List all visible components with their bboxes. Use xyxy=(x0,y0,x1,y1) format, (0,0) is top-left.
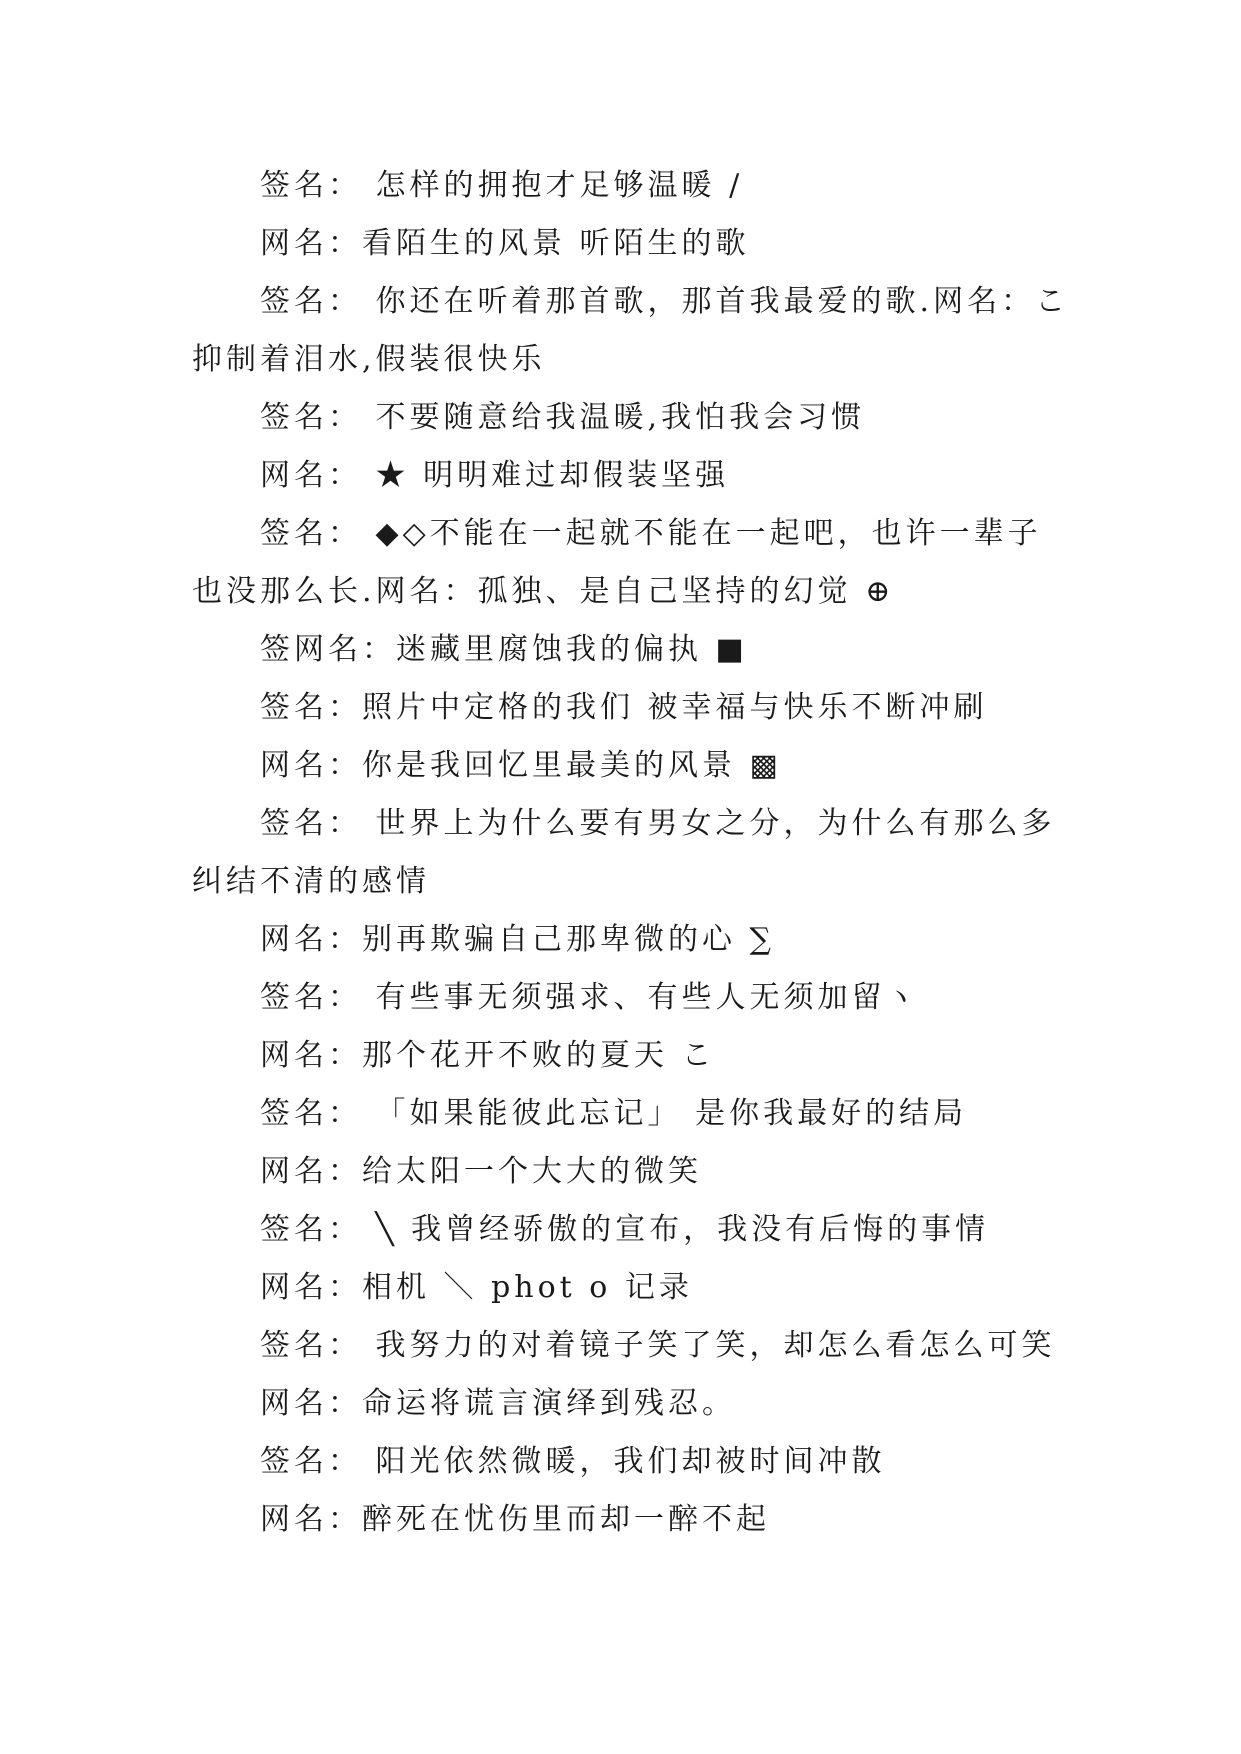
paragraph: 网名：给太阳一个大大的微笑 xyxy=(260,1154,702,1189)
paragraph: 网名：你是我回忆里最美的风景 ▩ xyxy=(260,748,782,783)
paragraph: 网名：那个花开不败的夏天 こ xyxy=(260,1038,716,1073)
paragraph: 签名： 阳光依然微暖，我们却被时间冲散 xyxy=(260,1444,886,1479)
paragraph: 网名：醉死在忧伤里而却一醉不起 xyxy=(260,1502,770,1537)
paragraph: 网名：看陌生的风景 听陌生的歌 xyxy=(260,226,750,261)
paragraph: 网名：命运将谎言演绎到残忍。 xyxy=(260,1386,736,1421)
document-body xyxy=(192,157,1072,1549)
paragraph: 签名： 世界上为什么要有男女之分，为什么有那么多纠结不清的感情 xyxy=(192,806,1056,899)
paragraph: 签名：照片中定格的我们 被幸福与快乐不断冲刷 xyxy=(260,690,988,725)
paragraph: 签名： 我努力的对着镜子笑了笑，却怎么看怎么可笑 xyxy=(260,1328,1056,1363)
paragraph: 签名： 你还在听着那首歌，那首我最爱的歌.网名：こ抑制着泪水,假装很快乐 xyxy=(192,284,1070,377)
paragraph: 签名： 有些事无须强求、有些人无须加留ヽ xyxy=(260,980,920,1015)
paragraph: 网名：别再欺骗自己那卑微的心 ∑ xyxy=(260,922,775,957)
paragraph: 网名： ★ 明明难过却假装坚强 xyxy=(260,458,730,493)
paragraph: 签名： 「如果能彼此忘记」 是你我最好的结局 xyxy=(260,1096,968,1131)
paragraph: 网名：相机 ＼ phot o 记录 xyxy=(260,1270,693,1305)
paragraph: 签名： 不要随意给我温暖,我怕我会习惯 xyxy=(260,400,866,435)
paragraph: 签名： ◆◇不能在一起就不能在一起吧，也许一辈子也没那么长.网名：孤独、是自己坚持的幻觉 ⊕ xyxy=(192,516,1042,609)
paragraph: 签名： ╲ 我曾经骄傲的宣布，我没有后悔的事情 xyxy=(260,1212,990,1247)
paragraph: 签名： 怎样的拥抱才足够温暖 / xyxy=(260,168,744,203)
paragraph: 签网名：迷藏里腐蚀我的偏执 ■ xyxy=(260,632,748,667)
